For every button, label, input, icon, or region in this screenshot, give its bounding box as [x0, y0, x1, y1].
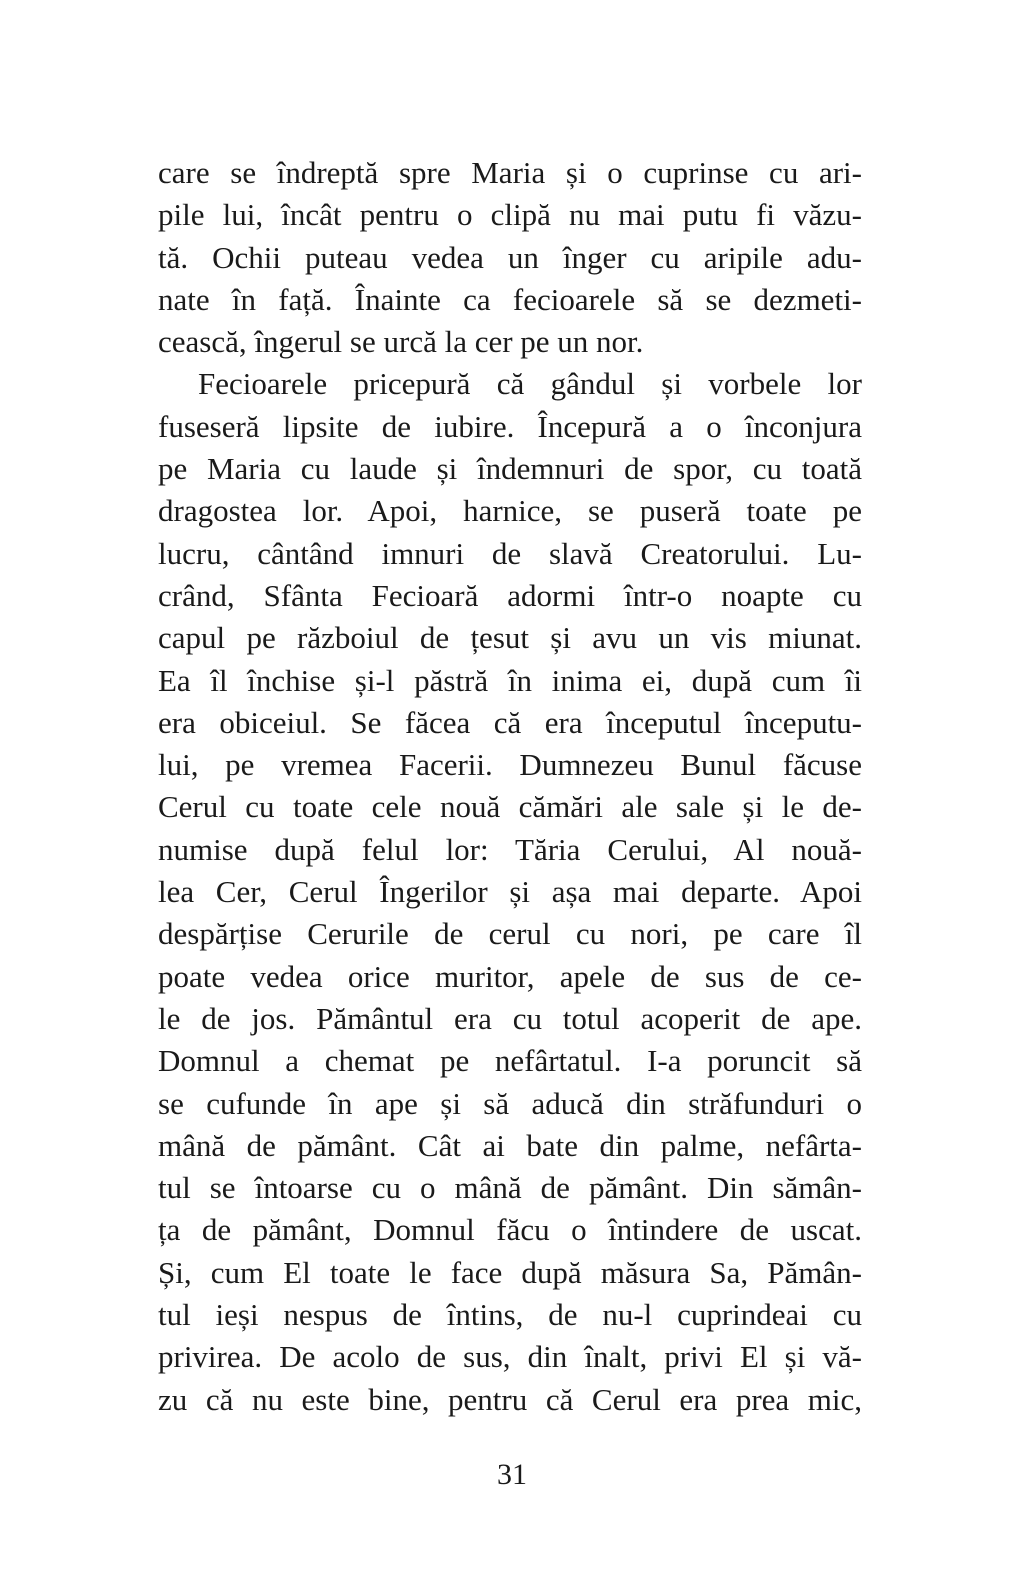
text-line: Ea îl închise și-l păstră în inima ei, după cum îi	[158, 662, 862, 698]
text-line: numise după felul lor: Tăria Cerului, Al nouă-	[158, 831, 862, 867]
text-line: Cerul cu toate cele nouă cămări ale sale și le de-	[158, 789, 862, 825]
text-line: pe Maria cu laude și îndemnuri de spor, cu toată	[158, 451, 862, 487]
text-line: lea Cer, Cerul Îngerilor și așa mai departe. Apoi	[158, 874, 862, 910]
text-line: Fecioarele pricepură că gândul și vorbele lor	[198, 366, 862, 402]
page-number: 31	[497, 1458, 527, 1491]
text-line: le de jos. Pământul era cu totul acoperit de ape.	[158, 1000, 862, 1036]
text-line: pile lui, încât pentru o clipă nu mai putu fi văzu-	[158, 197, 862, 233]
text-line: Și, cum El toate le face după măsura Sa, Pămân-	[158, 1254, 862, 1290]
text-line: care se îndreptă spre Maria și o cuprinse cu ari-	[158, 155, 862, 190]
text-line: lucru, cântând imnuri de slavă Creatorului. Lu-	[158, 535, 862, 571]
text-line: cească, îngerul se urcă la cer pe un nor.	[158, 324, 644, 360]
text-line: se cufunde în ape și să aducă din străfunduri o	[158, 1085, 862, 1121]
text-line: nate în față. Înainte ca fecioarele să se dezmeti-	[158, 281, 862, 317]
text-line: era obiceiul. Se făcea că era începutul începutu-	[158, 704, 862, 740]
text-line: mână de pământ. Cât ai bate din palme, nefârta-	[158, 1127, 862, 1163]
text-line: fuseseră lipsite de iubire. Începură a o înconjura	[158, 408, 862, 444]
text-line: tul se întoarse cu o mână de pământ. Din sămân-	[158, 1170, 862, 1206]
text-line: tă. Ochii puteau vedea un înger cu aripile adu-	[158, 239, 862, 275]
text-line: dragostea lor. Apoi, harnice, se puseră toate pe	[158, 493, 862, 529]
text-line: tul ieși nespus de întins, de nu-l cuprindeai cu	[158, 1297, 862, 1333]
body-text	[158, 152, 862, 1421]
text-line: lui, pe vremea Facerii. Dumnezeu Bunul făcuse	[158, 747, 862, 783]
text-line: poate vedea orice muritor, apele de sus de ce-	[158, 958, 862, 994]
text-line: crând, Sfânta Fecioară adormi într-o noapte cu	[158, 577, 862, 613]
text-line: despărțise Cerurile de cerul cu nori, pe care îl	[158, 916, 862, 952]
text-line: capul pe războiul de țesut și avu un vis miunat.	[158, 620, 862, 656]
text-line: zu că nu este bine, pentru că Cerul era prea mic,	[158, 1381, 862, 1417]
text-line: privirea. De acolo de sus, din înalt, privi El și vă-	[158, 1339, 862, 1375]
text-line: ța de pământ, Domnul făcu o întindere de uscat.	[158, 1212, 862, 1248]
text-line: Domnul a chemat pe nefârtatul. I-a poruncit să	[158, 1043, 862, 1079]
